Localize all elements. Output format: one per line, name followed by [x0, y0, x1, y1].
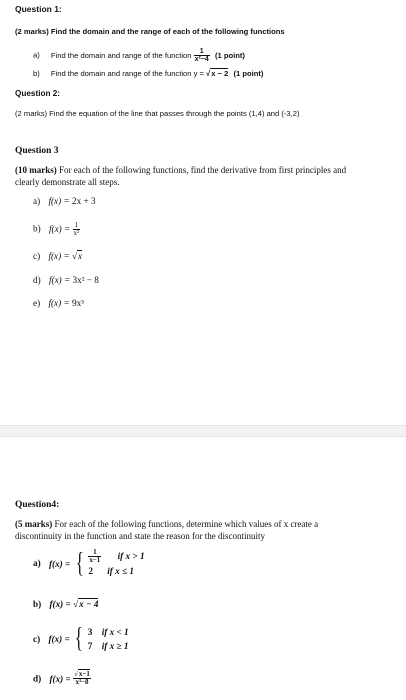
fraction-numerator: √x−1	[74, 670, 90, 678]
question3-prompt-line2: clearly demonstrate all steps.	[15, 177, 120, 187]
sqrt-radicand: x − 4	[79, 599, 99, 609]
item-label: b)	[33, 599, 42, 609]
section-divider	[0, 425, 406, 437]
item-label: c)	[33, 251, 41, 261]
question4-prompt-line2: discontinuity in the function and state the reason for the discontinuity	[15, 531, 265, 541]
case-row	[88, 625, 129, 639]
question3-prompt-line1	[15, 165, 346, 175]
question3-item-c	[33, 251, 82, 261]
sqrt-radicand: x−1	[78, 670, 90, 678]
function-lhs: f(x) =	[49, 673, 74, 684]
question4-item-b	[33, 599, 98, 609]
fraction-denominator: x−1	[89, 556, 101, 565]
sqrt-radicand: x	[78, 251, 83, 261]
function-lhs: f(x) =	[48, 251, 72, 261]
fraction-numerator: 1	[194, 48, 210, 56]
item-label: c)	[33, 634, 41, 644]
fraction	[194, 48, 210, 63]
fraction	[73, 671, 91, 686]
item-label: e)	[33, 298, 41, 308]
function-lhs: f(x) =	[48, 275, 73, 285]
left-brace: {	[75, 547, 84, 579]
function-lhs: f(x) =	[48, 558, 73, 569]
fraction	[73, 222, 81, 237]
fraction	[88, 549, 101, 564]
case-row	[88, 564, 144, 578]
question1-b	[33, 69, 263, 78]
question2-prompt: (2 marks) Find the equation of the line that passes through the points (1,4) and (-3,2)	[15, 109, 300, 118]
item-text: Find the domain and range of the function y =	[50, 69, 207, 78]
question3-item-d	[33, 275, 99, 285]
item-label: a)	[33, 50, 40, 60]
question3-title: Question 3	[15, 146, 59, 156]
question1-prompt: (2 marks) Find the domain and the range of each of the following functions	[15, 27, 285, 36]
question4-item-d	[33, 671, 91, 686]
fraction-denominator: x²	[73, 229, 80, 237]
fraction-numerator: 1	[73, 222, 81, 230]
case-condition: if x ≥ 1	[101, 641, 129, 651]
points-label: (1 point)	[233, 69, 264, 78]
piecewise-cases	[88, 625, 129, 653]
marks-label: (5 marks)	[15, 519, 53, 529]
prompt-text: For each of the following functions, determine which values of x create a	[54, 519, 319, 529]
function-lhs: f(x) =	[48, 223, 73, 234]
prompt-text: For each of the following functions, find the derivative from first principles and	[59, 165, 347, 175]
item-label: a)	[33, 557, 41, 568]
left-brace: {	[74, 623, 83, 654]
function-lhs: f(x) =	[48, 634, 73, 644]
item-text: Find the domain and range of the function	[50, 50, 192, 60]
question-sheet-part-2	[0, 437, 406, 700]
case-value: 7	[87, 641, 93, 651]
case-value: 3	[87, 627, 93, 637]
case-condition: if x ≤ 1	[107, 566, 134, 577]
question3-item-a	[33, 196, 96, 206]
fraction-numerator: 1	[88, 549, 101, 557]
fraction-denominator: x³−8	[75, 678, 89, 686]
question4-prompt-line1	[15, 519, 318, 529]
case-condition: if x < 1	[101, 627, 129, 637]
function-lhs: f(x) =	[49, 599, 74, 609]
sqrt-radicand: x − 2	[211, 69, 229, 78]
question4-item-a	[33, 549, 145, 578]
question2-title: Question 2:	[15, 89, 61, 98]
points-label: (1 point)	[214, 50, 245, 60]
fraction-denominator: x²−4	[194, 56, 209, 63]
item-label: a)	[33, 196, 41, 206]
function-rhs: 2x + 3	[71, 196, 96, 206]
function-rhs: 3x² − 8	[72, 275, 99, 285]
question3-item-b	[33, 222, 80, 237]
question1-title: Question 1:	[15, 4, 62, 14]
case-row	[88, 549, 144, 564]
sqrt-expression: √x − 2	[206, 69, 229, 78]
piecewise-cases	[88, 549, 144, 578]
sqrt-expression: √x	[71, 251, 83, 261]
item-label: d)	[33, 275, 41, 285]
case-condition: if x > 1	[117, 551, 145, 561]
question1-a	[33, 48, 245, 63]
question3-item-e	[33, 298, 84, 308]
item-label: d)	[33, 673, 42, 684]
function-rhs: 9x³	[71, 298, 84, 308]
function-lhs: f(x) =	[48, 298, 72, 308]
item-label: b)	[33, 69, 40, 78]
question4-item-c	[33, 625, 129, 653]
question4-title: Question4:	[15, 500, 60, 510]
marks-label: (10 marks)	[15, 165, 57, 175]
item-label: b)	[33, 223, 41, 234]
sqrt-expression: √x − 4	[73, 599, 99, 609]
case-value: 2	[88, 566, 93, 577]
case-row	[88, 639, 129, 653]
function-lhs: f(x) =	[48, 196, 72, 206]
